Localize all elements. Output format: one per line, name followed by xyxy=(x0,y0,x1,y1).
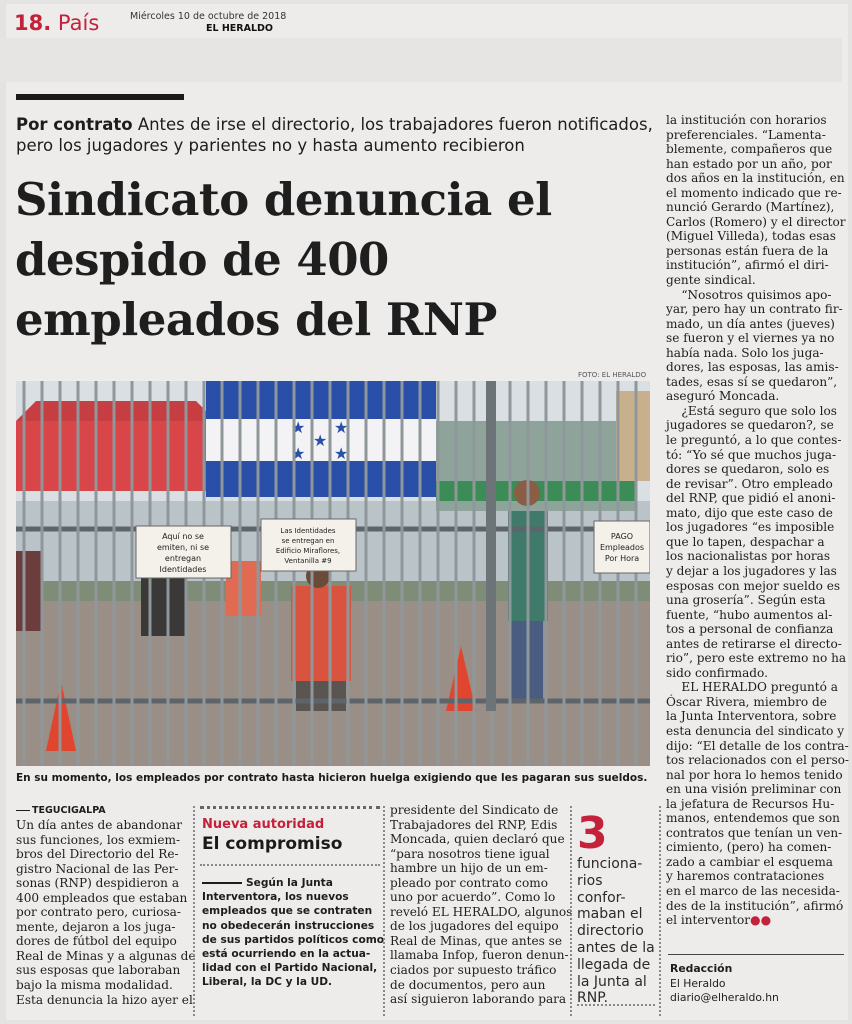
kicker-rule xyxy=(16,94,184,100)
factoid-rule xyxy=(577,1004,655,1006)
section-number: 18. xyxy=(14,11,52,35)
headline: Sindicato denuncia el despido de 400 empleados del RNP xyxy=(15,173,552,346)
dateline-header xyxy=(130,11,286,35)
section-folio xyxy=(14,11,99,35)
section-name: País xyxy=(57,11,100,35)
kicker-label: Por contrato xyxy=(16,115,133,134)
byline-outlet: El Heraldo xyxy=(670,976,726,990)
issue-date: Miércoles 10 de octubre de 2018 xyxy=(130,11,287,22)
byline xyxy=(670,962,779,1006)
sidebar-body xyxy=(202,876,385,990)
factoid-number: 3 xyxy=(577,808,608,859)
svg-text:PAGOEmpleadosPor Hora: PAGO Empleados Por Hora xyxy=(599,532,645,563)
end-mark-icon: ●● xyxy=(750,913,772,928)
svg-text:★: ★ xyxy=(334,418,349,437)
sidebar-kicker: Nueva autoridad xyxy=(202,817,325,832)
column-divider xyxy=(570,806,572,1016)
svg-text:★: ★ xyxy=(334,444,349,463)
newspaper-name: EL HERALDO xyxy=(206,23,273,34)
sidebar-rule xyxy=(200,864,380,866)
kicker-text: Antes de irse el directorio, los trabajadores fueron notificados, pero los jugadores y parientes no y hasta aumento recibieron xyxy=(16,115,653,155)
top-band xyxy=(0,38,842,82)
article-column-right xyxy=(666,113,848,928)
photo-credit: FOTO: EL HERALDO xyxy=(578,371,647,379)
article-photo xyxy=(16,381,650,766)
svg-text:★: ★ xyxy=(291,418,306,437)
photo-caption: En su momento, los empleados por contrato hasta hicieron huelga exigiendo que les pagaran sus sueldos. xyxy=(16,772,648,784)
dateline-location: TEGUCIGALPA xyxy=(16,805,106,816)
sidebar-top-rule xyxy=(200,806,380,809)
sidebar-body-text: Según la Junta Interventora, los nuevos empleados que se contraten no obedecerán instrucciones de sus partidos políticos como está ocurriendo en la actua- lidad con el Partido Nacional, Liberal, la DC y la UD. xyxy=(202,877,385,989)
svg-text:★: ★ xyxy=(291,444,306,463)
byline-rule xyxy=(668,954,844,955)
svg-text:Las Identidadesse entregan enE: Las Identidades se entregan en Edificio Miraflores, Ventanilla #9 xyxy=(275,527,341,565)
svg-text:★: ★ xyxy=(313,431,328,450)
article-column-3: presidente del Sindicato de Trabajadores del RNP, Edis Moncada, quien declaró que “para nosotros tiene igual hambre un hijo de un em- pleado por contrato como uno por acuerdo”. Como lo reveló EL HERALDO, algunos de los jugadores del equipo Real de Minas, que antes se llamaba Infop, fueron denun- ciados por supuesto tráfico de documentos, pero aun así siguieron laborando para xyxy=(390,803,573,1007)
kicker xyxy=(16,114,656,156)
svg-text:Aquí no seemiten, ni seentrega: Aquí no se emiten, ni se entregan Identidades xyxy=(156,532,210,574)
byline-label: Redacción xyxy=(670,962,733,975)
factoid-text: funciona- rios confor- maban el directorio antes de la llegada de la Junta al RNP. xyxy=(577,856,655,1007)
sidebar-title: El compromiso xyxy=(202,834,343,854)
column-divider xyxy=(383,806,385,1016)
column-divider xyxy=(659,806,661,1016)
byline-email: diario@elheraldo.hn xyxy=(670,991,779,1004)
column-divider xyxy=(193,806,195,1016)
right-column-text: la institución con horarios preferenciales. “Lamenta- blemente, compañeros que han estado por un año, por dos años en la institución, en el momento indicado que re- nunció Gerardo (Martínez), Carlos (Romero) y el director (Miguel Villeda), todas esas personas están fuera de la institución”, afirmó el diri- gente sindical. “Nosotros quisimos apo- yar, pero hay un contrato fir- mado, un día antes (jueves) se fueron y el viernes ya no había nada. Solo los juga- dores, las esposas, las amis- tades, esas sí se quedaron”, aseguró Moncada. ¿Está seguro que solo los jugadores se quedaron?, se le preguntó, a lo que contes- tó: “Yo sé que muchos juga- dores se quedaron, solo es de revisar”. Otro empleado del RNP, que pidió el anoni- mato, dijo que este caso de los jugadores “es imposible que lo tapen, despachar a los nacionalistas por horas y dejar a los jugadores y las esposas con mejor sueldo es una grosería”. Según esta fuente, “hubo aumentos al- tos a personal de confianza antes de retirarse el directo- rio”, pero este extremo no ha sido confirmado. EL HERALDO preguntó a Óscar Rivera, miembro de la Junta Interventora, sobre esta denuncia del sindicato y dijo: “El detalle de los contra- tos relacionados con el perso- nal por hora lo hemos tenido en una visión preliminar con la jefatura de Recursos Hu- manos, entendemos que son contratos que tenían un ven- cimiento, (pero) ha comen- zado a cambiar el esquema y haremos contrataciones en el marco de las necesida- des de la institución”, afirmó el interventor xyxy=(666,113,850,928)
article-column-1: Un día antes de abandonar sus funciones, los exmiem- bros del Directorio del Re- gistro Nacional de las Per- sonas (RNP) despidieron a 400 empleados que estaban por contrato pero, curiosa- mente, dejaron a los juga- dores de fútbol del equipo Real de Minas y a algunas de sus esposas que laboraban bajo la misma modalidad. Esta denuncia la hizo ayer el xyxy=(16,818,196,1007)
dash-mark xyxy=(202,882,242,884)
